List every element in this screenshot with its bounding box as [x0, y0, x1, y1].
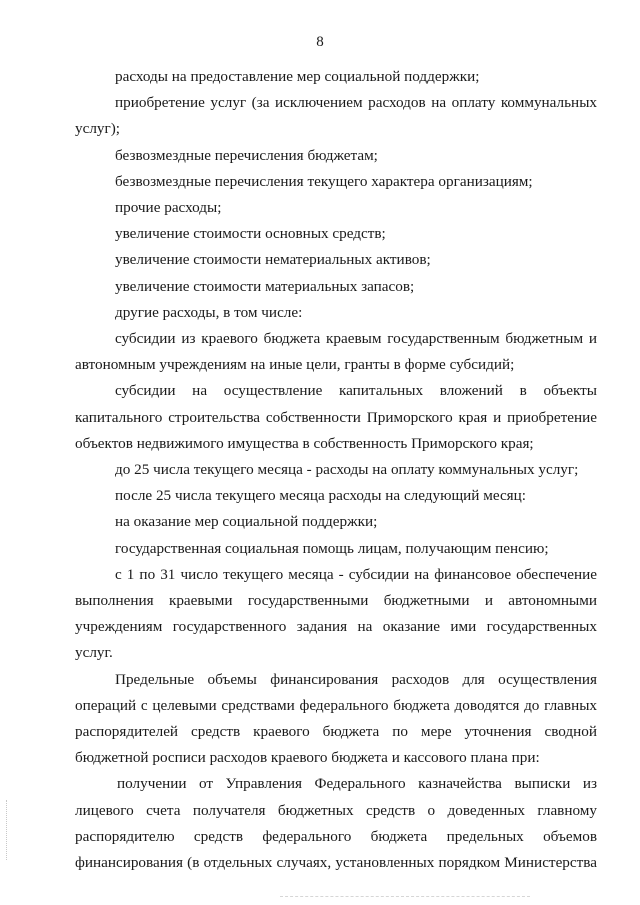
paragraph: прочие расходы;	[115, 199, 222, 217]
paragraph: расходы на предоставление мер социальной поддержки;	[115, 68, 480, 85]
paragraph: увеличение стоимости основных средств;	[115, 225, 386, 243]
document-body	[75, 64, 597, 876]
paragraph: субсидии на осуществление капитальных вложений в объекты капитального строительства собственности Приморского края и приобретение объектов недвижимого имущества в собственность Приморского края;	[75, 382, 597, 452]
scan-artifact-line	[280, 896, 530, 897]
paragraph: увеличение стоимости нематериальных активов;	[115, 251, 431, 269]
paragraph: Предельные объемы финансирования расходов для осуществления операций с целевыми средствами федерального бюджета доводятся до главных распорядителей средств краевого бюджета по мере уточнения сводной бюджетной росписи расходов краевого бюджета и кассового плана при:	[75, 670, 597, 767]
scan-artifact-dots	[6, 800, 9, 860]
paragraph: безвозмездные перечисления бюджетам;	[115, 146, 378, 164]
paragraph: до 25 числа текущего месяца - расходы на оплату коммунальных услуг;	[115, 461, 579, 479]
paragraph: с 1 по 31 число текущего месяца - субсидии на финансовое обеспечение выполнения краевыми государственными бюджетными и автономными учреждениям государственного задания на оказание ими государственных услуг.	[75, 565, 597, 662]
paragraph: на оказание мер социальной поддержки;	[115, 513, 378, 531]
page-number: 8	[316, 34, 324, 50]
paragraph: приобретение услуг (за исключением расходов на оплату коммунальных услуг);	[75, 94, 597, 138]
paragraph: другие расходы, в том числе:	[115, 303, 303, 321]
paragraph: безвозмездные перечисления текущего характера организациям;	[115, 172, 533, 190]
paragraph: государственная социальная помощь лицам, получающим пенсию;	[115, 539, 549, 557]
paragraph: увеличение стоимости материальных запасов;	[115, 277, 415, 295]
paragraph: получении от Управления Федерального казначейства выписки из лицевого счета получателя бюджетных средств о доведенных главному распорядителю средств федерального бюджета предельных объемов финансирования (в отдельных случаях, установленных порядком Министерства	[75, 775, 597, 872]
paragraph: субсидии из краевого бюджета краевым государственным бюджетным и автономным учреждениям на иные цели, гранты в форме субсидий;	[75, 330, 597, 374]
paragraph: после 25 числа текущего месяца расходы на следующий месяц:	[115, 487, 527, 505]
